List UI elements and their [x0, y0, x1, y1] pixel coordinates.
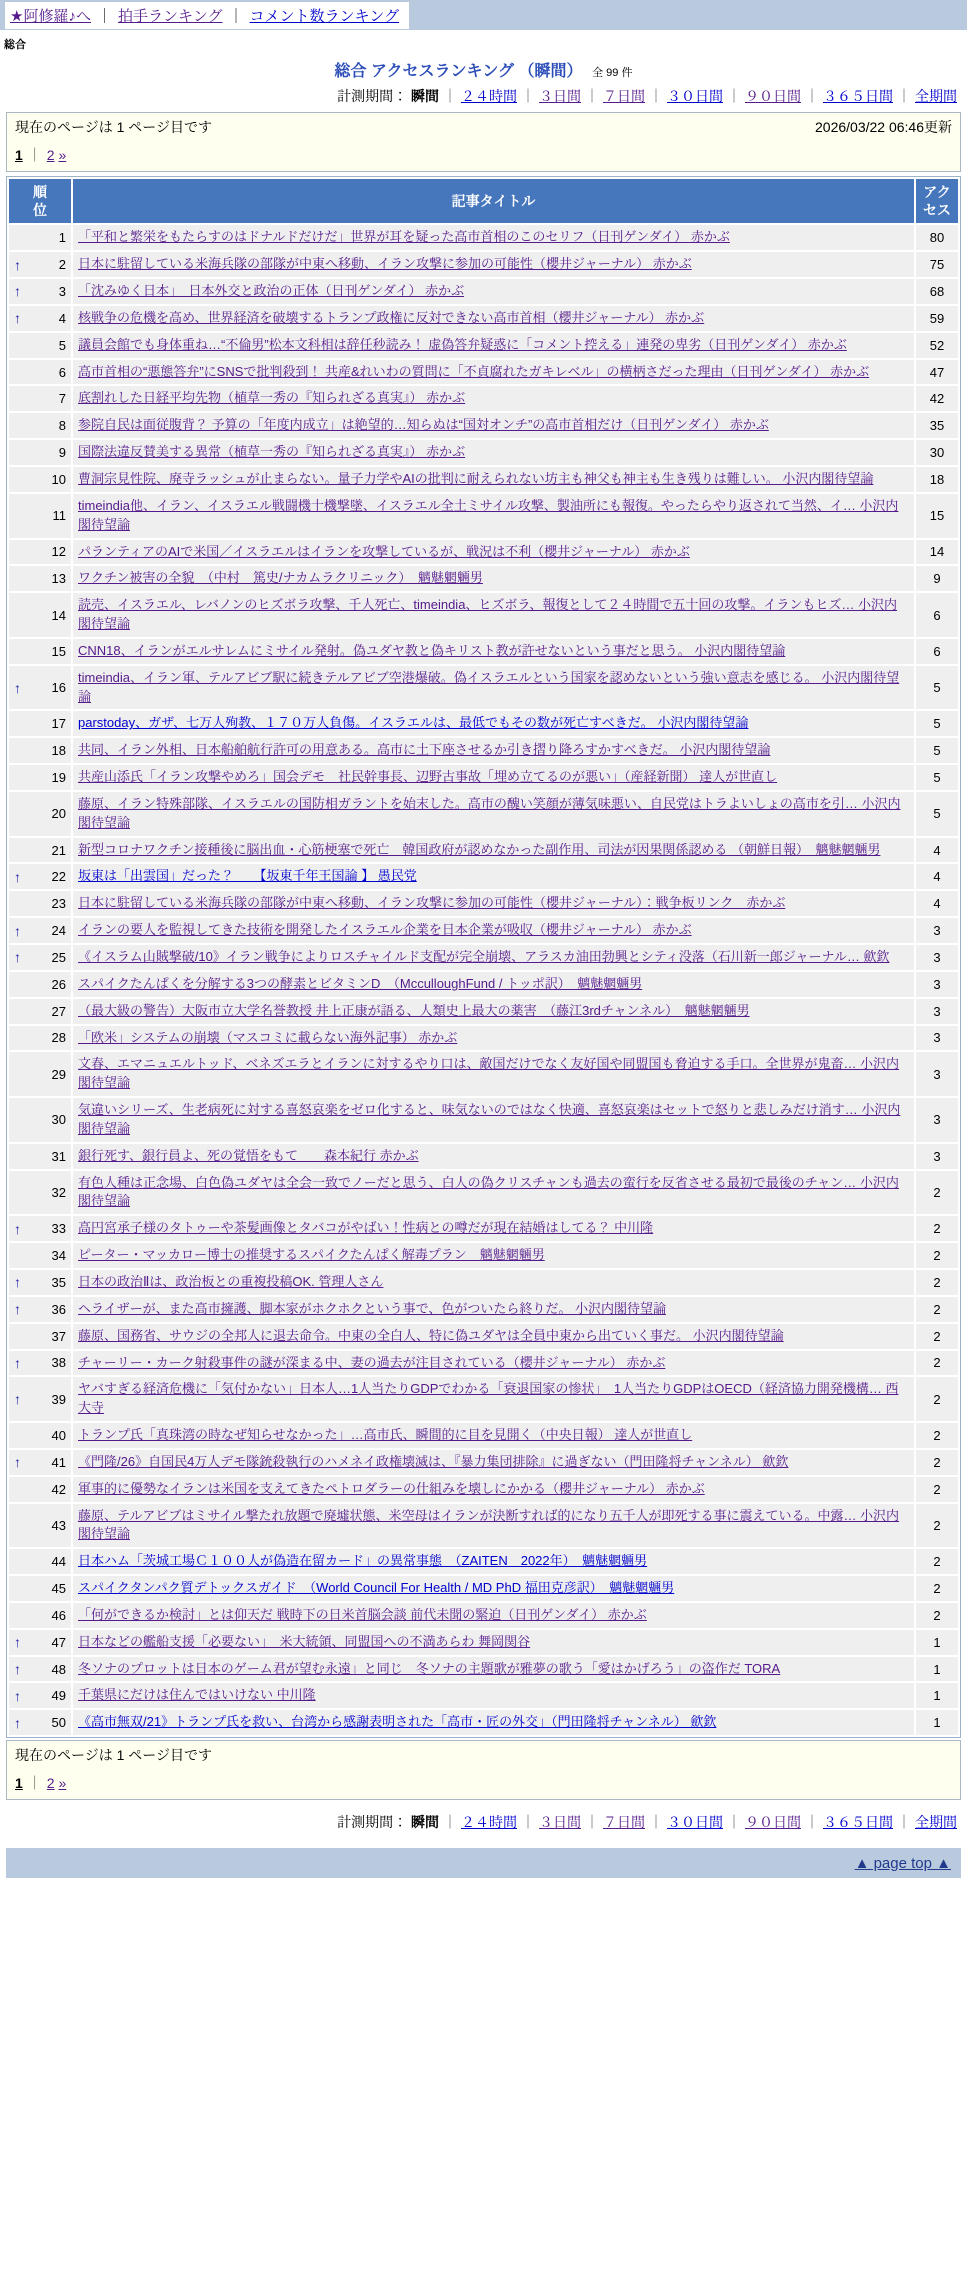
article-title-link[interactable]: 新型コロナワクチン接種後に脳出血・心筋梗塞で死亡 韓国政府が認めなかった副作用、司法が因果関係認める （朝鮮日報） 魑魅魍魎男: [78, 841, 881, 857]
rank-up-icon: ↑: [14, 310, 21, 327]
top-nav-link[interactable]: ★阿修羅♪へ: [10, 7, 91, 25]
article-title-link[interactable]: ピーター・マッカロー博士の推奨するスパイクたんぱく解毒プラン 魑魅魍魎男: [78, 1247, 545, 1263]
rank-up-icon: ↑: [14, 1391, 21, 1408]
article-title-link[interactable]: 日本の政治Ⅱは、政治板との重複投稿OK. 管理人さん: [78, 1273, 384, 1289]
article-title-link[interactable]: 千葉県にだけは住んではいけない 中川隆: [78, 1687, 316, 1703]
rank-number: 13: [51, 571, 66, 587]
article-title-link[interactable]: 参院自民は面従腹背？ 予算の「年度内成立」は絶望的…知らぬは“国対オンチ”の高市首相だけ（日刊ゲンダイ） 赤かぶ: [78, 417, 769, 433]
top-nav-link[interactable]: 拍手ランキング: [117, 7, 223, 25]
rank-number: 26: [51, 976, 66, 992]
table-row: [9, 838, 958, 863]
article-title-link[interactable]: 日本に駐留している米海兵隊の部隊が中東へ移動、イラン攻撃に参加の可能性（櫻井ジャーナル） 赤かぶ: [78, 256, 692, 272]
table-row: [9, 999, 958, 1024]
article-title-link[interactable]: （最大級の警告）大阪市立大学名誉教授 井上正康が語る、人類史上最大の薬害 （藤江3rdチャンネル） 魑魅魍魎男: [78, 1002, 750, 1018]
top-nav-separator: ｜: [228, 7, 244, 25]
rank-number: 5: [58, 337, 66, 353]
table-row: [9, 386, 958, 411]
table-row: [9, 1710, 958, 1735]
rank-number: 37: [51, 1328, 66, 1344]
article-title-link[interactable]: 銀行死す、銀行員よ、死の覚悟をもて 森本紀行 赤かぶ: [78, 1147, 419, 1163]
article-title-link[interactable]: timeindia、イラン軍、テルアビブ駅に続きテルアビブ空港爆破。偽イスラエルという国家を認めないという強い意志を感じる。 小沢内閣待望論: [78, 669, 900, 704]
article-title-link[interactable]: スパイクたんぱくを分解する3つの酵素とビタミンD （McculloughFund / トッポ訳） 魑魅魍魎男: [78, 975, 643, 991]
table-row: [9, 1576, 958, 1601]
table-row: [9, 252, 958, 277]
period-link[interactable]: ３０日間: [667, 88, 723, 104]
access-count: 5: [916, 711, 958, 736]
period-nav-bottom: [0, 1804, 967, 1842]
article-title-link[interactable]: 藤原、テルアビブはミサイル撃たれ放題で廃墟状態、米空母はイランが決断すれば的になり五千人が即死する事に震えている。中露… 小沢内閣待望論: [78, 1507, 900, 1542]
period-link[interactable]: ２４時間: [461, 88, 517, 104]
page-status: 現在のページは 1 ページ目です: [15, 1747, 213, 1764]
pagination-bottom: [15, 1773, 952, 1793]
table-row: [9, 440, 958, 465]
pager-bar-top: [6, 112, 961, 172]
period-link[interactable]: ３６５日間: [823, 1814, 893, 1831]
table-row: [9, 494, 958, 538]
access-count: 2: [916, 1423, 958, 1448]
period-link[interactable]: ２４時間: [461, 1814, 517, 1831]
period-label: 計測期間：: [337, 88, 411, 104]
article-title-link[interactable]: 冬ソナのプロットは日本のゲーム君が望む永遠」と同じ 冬ソナの主題歌が雅夢の歌う「愛はかげろう」の盗作だ TORA: [78, 1660, 781, 1676]
table-row: [9, 1171, 958, 1215]
rank-number: 34: [51, 1248, 66, 1264]
period-link[interactable]: ９０日間: [745, 1814, 801, 1831]
access-count: 6: [916, 639, 958, 664]
access-count: 2: [916, 1377, 958, 1421]
access-count: 2: [916, 1243, 958, 1268]
article-title-link[interactable]: パランティアのAIで米国／イスラエルはイランを攻撃しているが、戦況は不利（櫻井ジャーナル） 赤かぶ: [78, 543, 690, 559]
table-row: [9, 1683, 958, 1708]
rank-up-icon: ↑: [14, 1687, 21, 1704]
rank-number: 9: [58, 445, 66, 461]
article-title-link[interactable]: parstoday、ガザ、七万人殉教、１７０万人負傷。イスラエルは、最低でもその数が死亡すべきだ。 小沢内閣待望論: [78, 715, 749, 731]
access-count: 2: [916, 1324, 958, 1349]
access-count: 5: [916, 765, 958, 790]
access-count: 3: [916, 1052, 958, 1096]
rank-up-icon: ↑: [14, 679, 21, 696]
period-separator: ｜: [897, 1814, 911, 1831]
period-link[interactable]: ９０日間: [745, 88, 801, 104]
period-link[interactable]: ３０日間: [667, 1814, 723, 1831]
rank-number: 15: [51, 643, 66, 659]
table-row: [9, 711, 958, 736]
period-separator: ｜: [805, 88, 819, 104]
rank-up-icon: ↑: [14, 1301, 21, 1318]
access-count: 5: [916, 738, 958, 763]
table-row: [9, 279, 958, 304]
article-title-link[interactable]: 曹洞宗見性院、廃寺ラッシュが止まらない。量子力学やAIの批判に耐えられない坊主も神父も神主も生き残りは難しい。 小沢内閣待望論: [78, 470, 874, 486]
article-title-link[interactable]: 《高市無双/21》トランプ氏を救い、台湾から感謝表明された「高市・匠の外交」（門田隆将チャンネル） 歛欽: [78, 1714, 717, 1730]
rank-number: 45: [51, 1581, 66, 1597]
pagination-separator: ｜: [27, 1775, 42, 1792]
pagination-top: [15, 145, 952, 165]
table-row: [9, 413, 958, 438]
period-separator: ｜: [585, 88, 599, 104]
pagination-link[interactable]: 2: [46, 1775, 55, 1792]
rank-number: 7: [58, 391, 66, 407]
rank-number: 47: [51, 1634, 66, 1650]
table-row: [9, 1630, 958, 1655]
table-row: [9, 1216, 958, 1241]
access-count: 5: [916, 666, 958, 710]
rank-up-icon: ↑: [14, 949, 21, 966]
table-row: [9, 360, 958, 385]
article-title-link[interactable]: 日本に駐留している米海兵隊の部隊が中東へ移動、イラン攻撃に参加の可能性（櫻井ジャーナル）：戦争板リンク 赤かぶ: [78, 895, 786, 911]
access-count: 2: [916, 1603, 958, 1628]
rank-number: 12: [51, 544, 66, 560]
top-nav-links: [5, 2, 409, 29]
table-row: [9, 864, 958, 889]
rank-number: 14: [51, 607, 66, 623]
access-count: 15: [916, 494, 958, 538]
access-count: 1: [916, 1683, 958, 1708]
table-row: [9, 1450, 958, 1475]
rank-number: 10: [51, 471, 66, 487]
table-row: [9, 225, 958, 250]
article-title-link[interactable]: 《イスラム山賊撃破/10》イラン戦争によりロスチャイルド支配が完全崩壊、アラスカ油田勃興とシティ没落（石川新一郎ジャーナル… 歛欽: [78, 949, 890, 964]
rank-number: 2: [58, 257, 66, 273]
access-count: 9: [916, 566, 958, 591]
period-nav-top: [0, 83, 967, 110]
article-title-link[interactable]: 「沈みゆく日本」 日本外交と政治の正体（日刊ゲンダイ） 赤かぶ: [78, 283, 465, 299]
period-separator: ｜: [443, 1814, 457, 1831]
article-title-link[interactable]: CNN18、イランがエルサレムにミサイル発射。偽ユダヤ教と偽キリスト教が許せないという事だと思う。 小沢内閣待望論: [78, 642, 786, 658]
period-label: 計測期間：: [337, 1814, 411, 1831]
rank-up-icon: ↑: [14, 1661, 21, 1678]
pagination-current-page[interactable]: 1: [15, 1775, 23, 1792]
table-row: [9, 945, 958, 970]
pagination-separator: ｜: [27, 147, 42, 163]
table-row: [9, 1603, 958, 1628]
table-row: [9, 1477, 958, 1502]
period-link[interactable]: ３日間: [539, 88, 581, 104]
table-row: [9, 639, 958, 664]
access-count: 3: [916, 945, 958, 970]
article-title-link[interactable]: 「欧米」システムの崩壊（マスコミに載らない海外記事） 赤かぶ: [78, 1029, 458, 1045]
table-row: [9, 891, 958, 916]
rank-number: 49: [51, 1688, 66, 1704]
table-row: [9, 333, 958, 358]
column-header-rank: 順位: [9, 179, 71, 223]
rank-number: 30: [51, 1112, 66, 1128]
access-count: 35: [916, 413, 958, 438]
rank-number: 48: [51, 1661, 66, 1677]
article-title-link[interactable]: timeindia他、イラン、イスラエル戦闘機十機撃墜、イスラエル全土ミサイル攻撃、製油所にも報復。やったらやり返されて当然、イ… 小沢内閣待望論: [78, 497, 899, 532]
period-link[interactable]: ３６５日間: [823, 88, 893, 104]
footer-bar: [6, 1848, 961, 1878]
article-title-link[interactable]: トランプ氏「真珠湾の時なぜ知らせなかった」…高市氏、瞬間的に目を見開く（中央日報） 達人が世直し: [78, 1427, 693, 1443]
access-count: 3: [916, 918, 958, 943]
article-title-link[interactable]: 「平和と繁栄をもたらすのはドナルドだけだ」世界が耳を疑った高市首相のこのセリフ（日刊ゲンダイ） 赤かぶ: [78, 229, 730, 245]
top-nav-bar: [0, 0, 967, 30]
rank-number: 21: [51, 842, 66, 858]
table-row: [9, 306, 958, 331]
access-count: 4: [916, 838, 958, 863]
ranking-table: [6, 176, 961, 1738]
access-count: 1: [916, 1710, 958, 1735]
rank-number: 22: [51, 869, 66, 885]
rank-number: 19: [51, 770, 66, 786]
rank-up-icon: ↑: [14, 1634, 21, 1651]
top-nav-separator: ｜: [96, 7, 112, 25]
article-title-link[interactable]: 底割れした日経平均先物（植草一秀の『知られざる真実』） 赤かぶ: [78, 390, 466, 406]
rank-up-icon: ↑: [14, 283, 21, 300]
period-current: 瞬間: [411, 88, 439, 104]
rank-up-icon: ↑: [14, 1354, 21, 1371]
access-count: 1: [916, 1657, 958, 1682]
rank-number: 25: [51, 949, 66, 965]
rank-number: 4: [58, 310, 66, 326]
period-separator: ｜: [897, 88, 911, 104]
rank-number: 20: [51, 806, 66, 822]
access-count: 30: [916, 440, 958, 465]
article-title-link[interactable]: ワクチン被害の全貌 （中村 篤史/ナカムラクリニック） 魑魅魍魎男: [78, 570, 483, 586]
rank-number: 50: [51, 1715, 66, 1731]
pagination-current-page[interactable]: 1: [15, 147, 23, 163]
table-row: [9, 738, 958, 763]
period-link[interactable]: 全期間: [915, 1814, 957, 1831]
article-title-link[interactable]: 「何ができるか検討」とは仰天だ 戦時下の日米首脳会談 前代未聞の緊迫（日刊ゲンダイ） 赤かぶ: [78, 1606, 647, 1622]
table-row: [9, 1243, 958, 1268]
period-link[interactable]: ７日間: [603, 1814, 645, 1831]
table-row: [9, 467, 958, 492]
table-row: [9, 1098, 958, 1142]
period-separator: ｜: [443, 88, 457, 104]
board-label: 総合: [4, 39, 26, 51]
rank-number: 40: [51, 1427, 66, 1443]
access-count: 2: [916, 1171, 958, 1215]
page-top-link[interactable]: ▲ page top ▲: [854, 1854, 951, 1872]
period-current: 瞬間: [411, 1814, 439, 1831]
access-count: 2: [916, 1450, 958, 1475]
table-row: [9, 666, 958, 710]
table-row: [9, 1324, 958, 1349]
table-row: [9, 792, 958, 836]
access-count: 2: [916, 1216, 958, 1241]
article-title-link[interactable]: 《門隆/26》自国民4万人デモ隊銃殺執行のハメネイ政権壊滅は、『暴力集団排除』に過ぎない（門田隆将チャンネル） 歛欽: [78, 1453, 789, 1469]
pagination-link[interactable]: 2: [46, 147, 55, 163]
access-count: 4: [916, 864, 958, 889]
article-title-link[interactable]: 坂東は「出雲国」だった？ 【坂東千年王国論 】 愚民党: [78, 868, 417, 884]
article-title-link[interactable]: 国際法違反賛美する異常（植草一秀の『知られざる真実』） 赤かぶ: [78, 444, 466, 460]
period-separator: ｜: [521, 1814, 535, 1831]
article-title-link[interactable]: 読売、イスラエル、レバノンのヒズボラ攻撃、千人死亡、timeindia、ヒズボラ、報復として２４時間で五十回の攻撃。イランもヒズ… 小沢内閣待望論: [78, 597, 897, 632]
access-count: 2: [916, 1297, 958, 1322]
rank-up-icon: ↑: [14, 868, 21, 885]
rank-number: 8: [58, 418, 66, 434]
rank-number: 41: [51, 1454, 66, 1470]
table-row: [9, 1144, 958, 1169]
access-count: 2: [916, 1270, 958, 1295]
article-title-link[interactable]: 藤原、イラン特殊部隊、イスラエルの国防相ガラントを始末した。高市の醜い笑顔が薄気味悪い、自民党はトラよいしょの高市を引… 小沢内閣待望論: [78, 795, 901, 830]
rank-up-icon: ↑: [14, 256, 21, 273]
access-count: 6: [916, 593, 958, 637]
period-link[interactable]: ７日間: [603, 88, 645, 104]
rank-number: 27: [51, 1003, 66, 1019]
access-count: 42: [916, 386, 958, 411]
rank-number: 23: [51, 896, 66, 912]
table-row: [9, 1270, 958, 1295]
access-count: 2: [916, 1477, 958, 1502]
article-title-link[interactable]: 日本などの艦船支援「必要ない」 米大統領、同盟国への不満あらわ 舞岡関谷: [78, 1633, 531, 1649]
period-separator: ｜: [649, 88, 663, 104]
rank-number: 3: [58, 283, 66, 299]
access-count: 1: [916, 1630, 958, 1655]
table-row: [9, 1504, 958, 1548]
updated-timestamp: 2026/03/22 06:46更新: [815, 119, 952, 135]
access-count: 3: [916, 1144, 958, 1169]
article-title-link[interactable]: 軍事的に優勢なイランは米国を支えてきたペトロダラーの仕組みを壊しにかかる（櫻井ジャーナル） 赤かぶ: [78, 1480, 705, 1496]
table-row: [9, 1549, 958, 1574]
rank-number: 11: [52, 508, 66, 524]
table-row: [9, 918, 958, 943]
top-nav-link[interactable]: コメント数ランキング: [249, 7, 400, 25]
access-count: 4: [916, 891, 958, 916]
article-title-link[interactable]: スパイクタンパク質デトックスガイド （World Council For Health / MD PhD 福田克彦訳） 魑魅魍魎男: [78, 1580, 675, 1596]
pagination-link[interactable]: »: [58, 147, 67, 163]
access-count: 2: [916, 1576, 958, 1601]
access-count: 3: [916, 1026, 958, 1051]
access-count: 3: [916, 1098, 958, 1142]
access-count: 2: [916, 1504, 958, 1548]
access-count: 3: [916, 972, 958, 997]
article-title-link[interactable]: 有色人種は正念場、白色偽ユダヤは全会一致でノーだと思う、白人の偽クリスチャンも過去の蛮行を反省させる最初で最後のチャン… 小沢内閣待望論: [78, 1174, 899, 1209]
article-title-link[interactable]: 議員会館でも身体重ね…“不倫男”松本文科相は辞任秒読み！ 虚偽答弁疑惑に「コメント控える」連発の卑劣（日刊ゲンダイ） 赤かぶ: [78, 336, 847, 352]
rank-number: 1: [58, 230, 66, 246]
period-separator: ｜: [585, 1814, 599, 1831]
page-status: 現在のページは 1 ページ目です: [15, 119, 213, 135]
rank-number: 36: [51, 1301, 66, 1317]
rank-up-icon: ↑: [14, 1274, 21, 1291]
article-title-link[interactable]: イランの要人を監視してきた技術を開発したイスラエル企業を日本企業が吸収（櫻井ジャーナル） 赤かぶ: [78, 922, 692, 938]
access-count: 52: [916, 333, 958, 358]
article-title-link[interactable]: 藤原、国務省、サウジの全邦人に退去命令。中東の全白人、特に偽ユダヤは全員中東から出ていく事だ。 小沢内閣待望論: [78, 1327, 784, 1343]
rank-number: 17: [51, 716, 66, 732]
table-row: [9, 1297, 958, 1322]
period-separator: ｜: [649, 1814, 663, 1831]
article-title-link[interactable]: 共産山添氏「イラン攻撃やめろ」国会デモ 社民幹事長、辺野古事故「埋め立てるのが悪い」（産経新聞） 達人が世直し: [78, 769, 778, 785]
article-title-link[interactable]: ヤバすぎる経済危機に「気付かない」日本人…1人当たりGDPでわかる「衰退国家の惨状」 1人当たりGDPはOECD（経済協力開発機構… 西大寺: [78, 1381, 899, 1416]
period-separator: ｜: [805, 1814, 819, 1831]
table-row: [9, 1351, 958, 1376]
access-count: 2: [916, 1351, 958, 1376]
table-row: [9, 1052, 958, 1096]
table-row: [9, 593, 958, 637]
pagination-link[interactable]: »: [58, 1775, 67, 1792]
column-header-access: アクセス: [916, 179, 958, 223]
rank-number: 29: [51, 1066, 66, 1082]
table-row: [9, 1423, 958, 1448]
rank-number: 6: [58, 364, 66, 380]
rank-number: 43: [51, 1517, 66, 1533]
article-title-link[interactable]: 高円宮承子様のタトゥーや茶髪画像とタバコがやばい！性病との噂だが現在結婚はしてる？ 中川隆: [78, 1220, 654, 1236]
rank-number: 35: [51, 1274, 66, 1290]
rank-up-icon: ↑: [14, 1220, 21, 1237]
rank-number: 46: [51, 1607, 66, 1623]
access-count: 5: [916, 792, 958, 836]
article-title-link[interactable]: 共同、イラン外相、日本船舶航行許可の用意ある。高市に土下座させるか引き摺り降ろすかすべきだ。 小沢内閣待望論: [78, 742, 771, 758]
page-title: 総合 アクセスランキング （瞬間）: [334, 63, 583, 80]
table-row: [9, 1657, 958, 1682]
table-row: [9, 972, 958, 997]
rank-number: 42: [51, 1481, 66, 1497]
access-count: 59: [916, 306, 958, 331]
pager-bar-bottom: [6, 1740, 961, 1800]
rank-number: 33: [51, 1221, 66, 1237]
article-title-link[interactable]: 核戦争の危機を高め、世界経済を破壊するトランプ政権に反対できない高市首相（櫻井ジャーナル） 赤かぶ: [78, 309, 705, 325]
period-link[interactable]: 全期間: [915, 88, 957, 104]
column-header-title: 記事タイトル: [73, 179, 914, 223]
rank-up-icon: ↑: [14, 922, 21, 939]
total-count: 全 99 件: [592, 67, 633, 79]
rank-number: 28: [51, 1030, 66, 1046]
rank-number: 18: [51, 743, 66, 759]
rank-number: 16: [51, 680, 66, 696]
rank-number: 39: [51, 1391, 66, 1407]
period-separator: ｜: [727, 88, 741, 104]
period-link[interactable]: ３日間: [539, 1814, 581, 1831]
access-count: 80: [916, 225, 958, 250]
access-count: 14: [916, 540, 958, 565]
table-row: [9, 765, 958, 790]
article-title-link[interactable]: 日本ハム「茨城工場Ｃ１００人が偽造在留カード」の異常事態 （ZAITEN 2022年） 魑魅魍魎男: [78, 1553, 648, 1569]
rank-number: 32: [51, 1184, 66, 1200]
access-count: 3: [916, 999, 958, 1024]
access-count: 18: [916, 467, 958, 492]
article-title-link[interactable]: 気違いシリーズ、生老病死に対する喜怒哀楽をゼロ化すると、味気ないのではなく快適、喜怒哀楽はセットで怒りと悲しみだけ消す… 小沢内閣待望論: [78, 1102, 901, 1136]
article-title-link[interactable]: 文春、エマニュエルトッド、ベネズエラとイランに対するやり口は、敵国だけでなく友好国や同盟国も脅迫する手口。全世界が鬼畜… 小沢内閣待望論: [78, 1056, 900, 1091]
rank-number: 38: [51, 1355, 66, 1371]
rank-up-icon: ↑: [14, 1454, 21, 1471]
rank-number: 31: [51, 1148, 66, 1164]
table-row: [9, 1026, 958, 1051]
access-count: 75: [916, 252, 958, 277]
table-row: [9, 566, 958, 591]
table-row: [9, 1377, 958, 1421]
article-title-link[interactable]: 高市首相の“悪態答弁”にSNSで批判殺到！ 共産&れいわの質問に「不貞腐れたガキレベル」の横柄さだった理由（日刊ゲンダイ） 赤かぶ: [78, 363, 870, 379]
period-separator: ｜: [727, 1814, 741, 1831]
table-row: [9, 540, 958, 565]
article-title-link[interactable]: ヘライザーが、また高市擁護、脚本家がホクホクという事で、色がついたら終りだ。 小沢内閣待望論: [78, 1300, 666, 1316]
access-count: 2: [916, 1549, 958, 1574]
table-header-row: [9, 179, 958, 223]
access-count: 47: [916, 360, 958, 385]
rank-number: 24: [51, 923, 66, 939]
rank-number: 44: [51, 1554, 66, 1570]
article-title-link[interactable]: チャーリー・カーク射殺事件の謎が深まる中、妻の過去が注目されている（櫻井ジャーナル） 赤かぶ: [78, 1354, 666, 1370]
access-count: 68: [916, 279, 958, 304]
rank-up-icon: ↑: [14, 1714, 21, 1731]
period-separator: ｜: [521, 88, 535, 104]
